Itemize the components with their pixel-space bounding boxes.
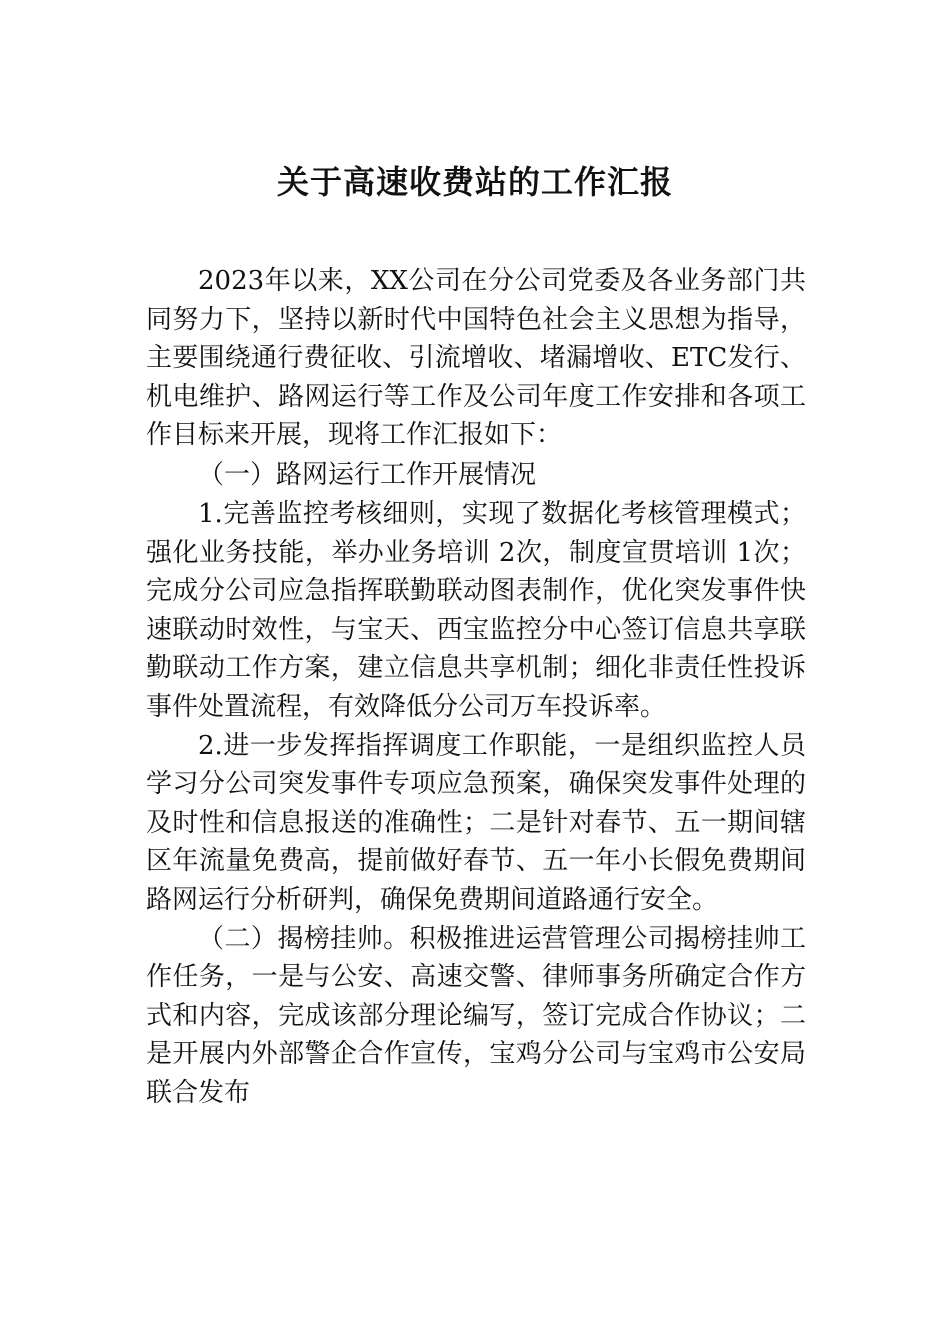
paragraph-intro: 2023年以来，XX公司在分公司党委及各业务部门共同努力下，坚持以新时代中国特色社会主义思想为指导，主要围绕通行费征收、引流增收、堵漏增收、ETC发行、机电维护、路网运行等工作及公司年度工作安排和各项工作目标来开展，现将工作汇报如下： — [146, 266, 806, 451]
paragraph-item-1: 1.完善监控考核细则，实现了数据化考核管理模式；强化业务技能，举办业务培训 2次，制度宣贯培训 1次；完成分公司应急指挥联勤联动图表制作，优化突发事件快速联动时效性，与宝天、西宝监控分中心签订信息共享联勤联动工作方案，建立信息共享机制；细化非责任性投诉事件处置流程，有效降低分公司万车投诉率。 — [146, 498, 806, 722]
paragraph-section-2: （二）揭榜挂帅。积极推进运营管理公司揭榜挂帅工作任务，一是与公安、高速交警、律师事务所确定合作方式和内容，完成该部分理论编写，签订完成合作协议；二是开展内外部警企合作宣传，宝鸡分公司与宝鸡市公安局联合发布 — [146, 923, 806, 1108]
document-body — [146, 262, 806, 1112]
document-title: 关于高速收费站的工作汇报 — [276, 163, 673, 201]
paragraph-item-2: 2.进一步发挥指挥调度工作职能，一是组织监控人员学习分公司突发事件专项应急预案，确保突发事件处理的及时性和信息报送的准确性；二是针对春节、五一期间辖区年流量免费高，提前做好春节、五一年小长假免费期间路网运行分析研判，确保免费期间道路通行安全。 — [146, 730, 806, 915]
section-heading-1: （一）路网运行工作开展情况 — [198, 459, 537, 490]
